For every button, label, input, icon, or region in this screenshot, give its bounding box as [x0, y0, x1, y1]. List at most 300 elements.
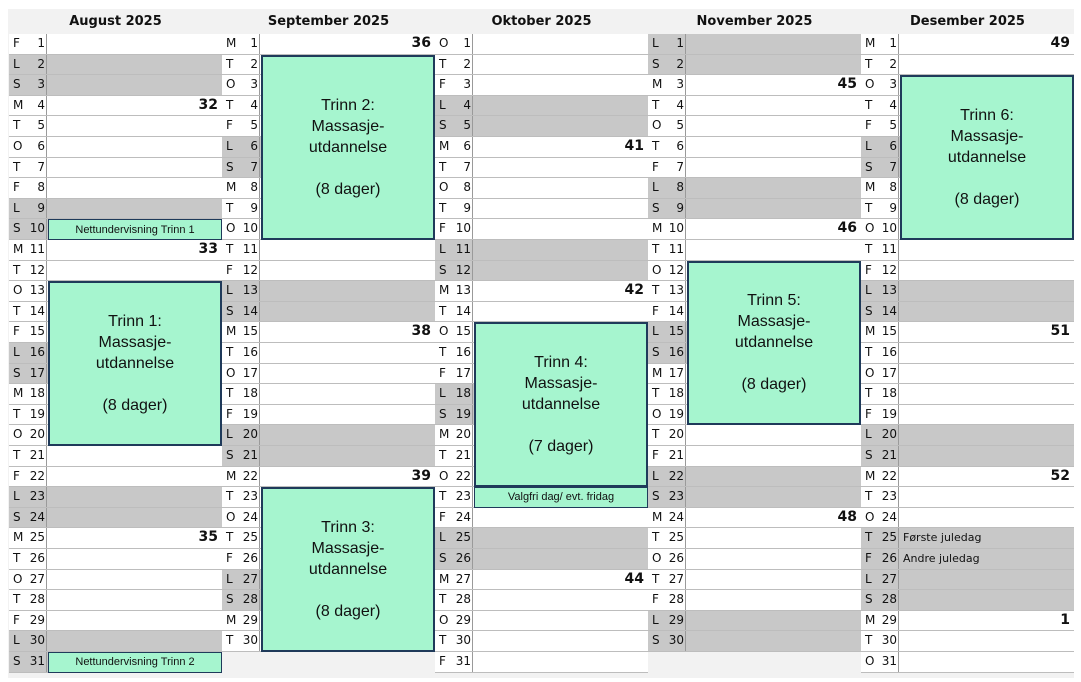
day-number: 15 — [881, 324, 897, 339]
day-number: 14 — [881, 303, 897, 318]
weekday-letter: T — [226, 530, 234, 545]
weekday-letter: M — [226, 180, 237, 195]
day-row[interactable] — [9, 631, 222, 652]
day-row[interactable] — [222, 281, 435, 302]
day-cell — [9, 302, 47, 322]
day-number: 29 — [881, 612, 897, 627]
day-cell — [9, 199, 47, 219]
trinn-6-block[interactable]: Trinn 6: Massasje- utdannelse (8 dager) — [900, 75, 1074, 240]
day-row[interactable] — [648, 137, 861, 158]
day-row[interactable] — [9, 261, 222, 282]
day-row[interactable] — [648, 631, 861, 652]
day-number: 10 — [455, 221, 471, 236]
day-cell — [222, 281, 260, 301]
day-row[interactable] — [435, 137, 648, 158]
day-row[interactable] — [861, 528, 1074, 549]
day-cell — [222, 178, 260, 198]
day-number: 19 — [668, 406, 684, 421]
weekday-letter: M — [652, 221, 663, 236]
weekday-letter: S — [226, 592, 234, 607]
weekday-letter: M — [226, 612, 237, 627]
day-cell — [648, 570, 686, 590]
day-cell — [861, 219, 899, 239]
day-row[interactable] — [861, 34, 1074, 55]
weekday-letter: T — [13, 551, 21, 565]
day-row[interactable] — [222, 322, 435, 343]
day-cell — [861, 322, 899, 342]
day-row[interactable] — [648, 467, 861, 488]
valgfri-dag[interactable]: Valgfri dag/ evt. fridag — [474, 487, 648, 508]
day-row[interactable] — [861, 549, 1074, 570]
day-row[interactable] — [9, 240, 222, 261]
day-row[interactable] — [222, 467, 435, 488]
day-cell — [222, 590, 260, 610]
day-number: 29 — [668, 612, 684, 627]
day-cell — [9, 158, 47, 178]
weekday-letter: T — [13, 592, 21, 607]
weekday-letter: M — [865, 36, 876, 50]
day-number: 6 — [37, 139, 45, 153]
day-cell — [222, 75, 260, 95]
day-row[interactable] — [861, 467, 1074, 488]
weekday-letter: T — [439, 56, 447, 71]
day-row[interactable] — [648, 158, 861, 179]
day-row[interactable] — [9, 570, 222, 591]
day-row[interactable] — [9, 199, 222, 220]
weekday-letter: F — [439, 509, 446, 524]
weekday-letter: M — [865, 612, 876, 627]
day-number: 28 — [242, 592, 258, 607]
day-number: 1 — [463, 36, 471, 50]
trinn-3-block[interactable]: Trinn 3: Massasje- utdannelse (8 dager) — [261, 487, 435, 652]
day-number: 4 — [250, 97, 258, 112]
weekday-letter: F — [13, 612, 20, 627]
day-number: 13 — [455, 283, 471, 298]
day-row[interactable] — [222, 425, 435, 446]
day-cell — [648, 487, 686, 507]
day-row[interactable] — [9, 34, 222, 55]
weekday-letter: L — [13, 345, 20, 359]
week-number: 46 — [837, 220, 857, 237]
day-row[interactable] — [435, 590, 648, 611]
day-cell — [9, 384, 47, 404]
day-row[interactable] — [648, 240, 861, 261]
day-number: 23 — [455, 489, 471, 504]
weekday-letter: S — [13, 77, 21, 92]
day-row[interactable] — [9, 508, 222, 529]
day-number: 13 — [881, 283, 897, 298]
day-number: 2 — [250, 56, 258, 71]
day-cell — [9, 549, 47, 569]
weekday-letter: O — [652, 262, 662, 277]
day-row[interactable] — [435, 281, 648, 302]
week-number: 49 — [1050, 35, 1070, 51]
day-number: 13 — [29, 283, 45, 298]
day-number: 16 — [29, 345, 45, 359]
weekday-letter: O — [865, 221, 875, 236]
weekday-letter: T — [226, 200, 234, 215]
weekday-letter: M — [865, 324, 876, 339]
weekday-letter: S — [13, 221, 21, 236]
day-row[interactable] — [861, 343, 1074, 364]
day-row[interactable] — [435, 55, 648, 76]
weekday-letter: T — [439, 200, 447, 215]
day-row[interactable] — [222, 302, 435, 323]
day-cell — [435, 528, 473, 548]
day-row[interactable] — [648, 96, 861, 117]
day-row[interactable] — [222, 34, 435, 55]
weekday-letter: T — [652, 427, 660, 442]
week-number: 32 — [198, 96, 218, 113]
day-row[interactable] — [435, 528, 648, 549]
day-row[interactable] — [861, 55, 1074, 76]
day-cell — [648, 549, 686, 569]
day-row[interactable] — [648, 116, 861, 137]
day-row[interactable] — [861, 384, 1074, 405]
day-cell — [9, 405, 47, 425]
day-cell — [861, 240, 899, 260]
day-row[interactable] — [9, 55, 222, 76]
trinn-4-block[interactable]: Trinn 4: Massasje- utdannelse (7 dager) — [474, 322, 648, 487]
weekday-letter: T — [13, 159, 21, 174]
day-row[interactable] — [9, 611, 222, 632]
weekday-letter: M — [439, 283, 450, 298]
weekday-letter: T — [226, 97, 234, 112]
day-number: 2 — [463, 56, 471, 71]
day-number: 12 — [455, 262, 471, 277]
day-cell — [222, 34, 260, 54]
day-cell — [9, 322, 47, 342]
day-row[interactable] — [435, 219, 648, 240]
day-row[interactable] — [648, 55, 861, 76]
weekday-letter: M — [652, 365, 663, 380]
weekday-letter: M — [13, 97, 24, 112]
day-row[interactable] — [435, 631, 648, 652]
weekday-letter: F — [439, 365, 446, 380]
day-row[interactable] — [648, 199, 861, 220]
day-row[interactable] — [861, 364, 1074, 385]
day-number: 9 — [37, 200, 45, 215]
day-row[interactable] — [435, 116, 648, 137]
day-number: 21 — [881, 448, 897, 462]
weekday-letter: O — [13, 427, 23, 442]
day-number: 27 — [668, 571, 684, 586]
day-row[interactable] — [435, 34, 648, 55]
day-row[interactable] — [648, 549, 861, 570]
day-number: 3 — [463, 77, 471, 92]
day-cell — [648, 281, 686, 301]
day-cell — [648, 446, 686, 466]
weekday-letter: O — [226, 77, 236, 92]
day-row[interactable] — [9, 446, 222, 467]
weekday-letter: M — [865, 468, 876, 483]
day-number: 7 — [889, 159, 897, 174]
weekday-letter: O — [652, 551, 662, 565]
day-cell — [222, 384, 260, 404]
day-row[interactable] — [861, 240, 1074, 261]
weekday-letter: F — [13, 36, 20, 50]
weekday-letter: L — [865, 139, 872, 153]
day-number: 6 — [676, 139, 684, 153]
day-cell — [435, 96, 473, 116]
day-row[interactable] — [861, 261, 1074, 282]
day-number: 2 — [889, 56, 897, 71]
weekday-letter: F — [439, 654, 446, 668]
day-number: 28 — [455, 592, 471, 607]
weekday-letter: F — [865, 406, 872, 421]
day-row[interactable] — [435, 302, 648, 323]
day-cell — [648, 508, 686, 528]
day-cell — [435, 549, 473, 569]
week-number: 33 — [198, 241, 218, 257]
day-cell — [435, 34, 473, 54]
day-cell — [861, 96, 899, 116]
day-number: 12 — [668, 262, 684, 277]
day-row[interactable] — [9, 75, 222, 96]
day-number: 30 — [242, 633, 258, 648]
trinn-1-block[interactable]: Trinn 1: Massasje- utdannelse (8 dager) — [48, 281, 222, 446]
weekday-letter: S — [226, 159, 234, 174]
weekday-letter: S — [652, 633, 660, 648]
day-row[interactable] — [861, 487, 1074, 508]
day-cell — [222, 261, 260, 281]
day-number: 2 — [676, 56, 684, 71]
day-row[interactable] — [435, 508, 648, 529]
day-number: 30 — [455, 633, 471, 648]
day-row[interactable] — [648, 34, 861, 55]
day-number: 20 — [668, 427, 684, 442]
weekday-letter: T — [865, 386, 873, 401]
nettundervisning-trinn-2[interactable]: Nettundervisning Trinn 2 — [48, 652, 222, 673]
weekday-letter: L — [652, 324, 659, 339]
weekday-letter: S — [652, 200, 660, 215]
day-row[interactable] — [9, 116, 222, 137]
day-row[interactable] — [861, 611, 1074, 632]
day-row[interactable] — [222, 261, 435, 282]
weekday-letter: L — [652, 468, 659, 483]
day-cell — [648, 302, 686, 322]
day-cell — [222, 508, 260, 528]
day-cell — [435, 219, 473, 239]
weekday-letter: T — [226, 633, 234, 648]
weekday-letter: S — [226, 448, 234, 462]
weekday-letter: T — [865, 489, 873, 504]
day-row[interactable] — [435, 611, 648, 632]
day-number: 22 — [455, 468, 471, 483]
day-row[interactable] — [648, 590, 861, 611]
day-number: 18 — [29, 386, 45, 401]
day-number: 10 — [29, 221, 45, 236]
day-row[interactable] — [435, 652, 648, 673]
day-row[interactable] — [435, 240, 648, 261]
day-cell — [9, 364, 47, 384]
weekday-letter: T — [226, 242, 234, 256]
day-row[interactable] — [648, 508, 861, 529]
day-cell — [9, 631, 47, 651]
day-row[interactable] — [648, 487, 861, 508]
day-number: 16 — [455, 345, 471, 359]
day-row[interactable] — [435, 158, 648, 179]
day-row[interactable] — [861, 302, 1074, 323]
weekday-letter: L — [13, 489, 20, 504]
day-cell — [648, 405, 686, 425]
day-row[interactable] — [435, 549, 648, 570]
day-number: 16 — [242, 345, 258, 359]
weekday-letter: S — [13, 365, 21, 380]
day-number: 13 — [668, 283, 684, 298]
day-row[interactable] — [435, 96, 648, 117]
trinn-2-block[interactable]: Trinn 2: Massasje- utdannelse (8 dager) — [261, 55, 435, 240]
day-cell — [435, 55, 473, 75]
day-cell — [222, 528, 260, 548]
week-number: 41 — [624, 138, 644, 154]
weekday-letter: T — [439, 345, 447, 359]
day-number: 3 — [676, 77, 684, 92]
day-number: 1 — [889, 36, 897, 50]
day-cell — [648, 611, 686, 631]
day-cell — [435, 158, 473, 178]
nettundervisning-trinn-1[interactable]: Nettundervisning Trinn 1 — [48, 219, 222, 240]
week-number: 51 — [1050, 323, 1070, 340]
day-number: 1 — [676, 36, 684, 50]
weekday-letter: T — [226, 386, 234, 401]
day-row[interactable] — [861, 405, 1074, 426]
day-cell — [435, 137, 473, 157]
day-row[interactable] — [222, 405, 435, 426]
day-number: 7 — [463, 159, 471, 174]
weekday-letter: T — [13, 448, 21, 462]
day-row[interactable] — [9, 528, 222, 549]
weekday-letter: F — [226, 406, 233, 421]
day-row[interactable] — [222, 343, 435, 364]
day-row[interactable] — [861, 508, 1074, 529]
weekday-letter: O — [226, 365, 236, 380]
day-row[interactable] — [222, 364, 435, 385]
week-number: 48 — [837, 508, 857, 525]
day-row[interactable] — [648, 446, 861, 467]
weekday-letter: L — [652, 612, 659, 627]
day-row[interactable] — [648, 219, 861, 240]
day-cell — [435, 652, 473, 672]
weekday-letter: S — [439, 551, 447, 565]
day-cell — [9, 219, 47, 239]
day-cell — [648, 96, 686, 116]
weekday-letter: S — [652, 489, 660, 504]
day-cell — [648, 55, 686, 75]
day-row[interactable] — [435, 570, 648, 591]
week-number: 42 — [624, 282, 644, 299]
day-cell — [222, 611, 260, 631]
day-row[interactable] — [9, 487, 222, 508]
day-row[interactable] — [648, 75, 861, 96]
weekday-letter: T — [865, 242, 873, 256]
day-cell — [861, 75, 899, 95]
day-row[interactable] — [861, 281, 1074, 302]
day-cell — [435, 467, 473, 487]
day-row[interactable] — [648, 178, 861, 199]
day-row[interactable] — [861, 590, 1074, 611]
day-row[interactable] — [435, 178, 648, 199]
day-row[interactable] — [648, 528, 861, 549]
weekday-letter: T — [652, 242, 660, 256]
day-row[interactable] — [222, 240, 435, 261]
day-number: 25 — [455, 530, 471, 545]
day-row[interactable] — [435, 75, 648, 96]
day-cell — [648, 178, 686, 198]
weekday-letter: L — [13, 200, 20, 215]
day-number: 6 — [889, 139, 897, 153]
day-number: 31 — [455, 654, 471, 668]
day-row[interactable] — [861, 570, 1074, 591]
day-row[interactable] — [648, 570, 861, 591]
weekday-letter: O — [439, 612, 449, 627]
weekday-letter: M — [13, 242, 24, 256]
day-row[interactable] — [861, 425, 1074, 446]
day-row[interactable] — [648, 425, 861, 446]
day-row[interactable] — [9, 137, 222, 158]
day-number: 26 — [455, 551, 471, 565]
day-row[interactable] — [222, 384, 435, 405]
day-cell — [648, 631, 686, 651]
day-row[interactable] — [9, 467, 222, 488]
day-row[interactable] — [861, 322, 1074, 343]
weekday-letter: T — [226, 489, 234, 504]
weekday-letter: O — [13, 139, 23, 153]
day-cell — [9, 508, 47, 528]
day-row[interactable] — [648, 611, 861, 632]
day-cell — [435, 508, 473, 528]
day-cell — [222, 240, 260, 260]
day-cell — [222, 425, 260, 445]
day-number: 11 — [455, 242, 471, 256]
weekday-letter: O — [13, 283, 23, 298]
day-row[interactable] — [861, 446, 1074, 467]
day-number: 21 — [455, 448, 471, 462]
day-row[interactable] — [222, 446, 435, 467]
day-row[interactable] — [435, 199, 648, 220]
day-row[interactable] — [9, 178, 222, 199]
day-row[interactable] — [9, 96, 222, 117]
weekday-letter: M — [226, 36, 237, 50]
weekday-letter: S — [13, 509, 21, 524]
day-row[interactable] — [9, 590, 222, 611]
day-number: 21 — [242, 448, 258, 462]
weekday-letter: S — [439, 406, 447, 421]
day-number: 28 — [881, 592, 897, 607]
day-cell — [648, 322, 686, 342]
day-number: 1 — [37, 36, 45, 50]
day-row[interactable] — [435, 261, 648, 282]
day-row[interactable] — [9, 549, 222, 570]
day-cell — [9, 240, 47, 260]
day-row[interactable] — [861, 652, 1074, 673]
day-cell — [648, 261, 686, 281]
day-number: 25 — [668, 530, 684, 545]
weekday-letter: L — [226, 571, 233, 586]
day-row[interactable] — [9, 158, 222, 179]
day-number: 17 — [668, 365, 684, 380]
weekday-letter: O — [439, 36, 449, 50]
weekday-letter: O — [865, 509, 875, 524]
day-row[interactable] — [861, 631, 1074, 652]
holiday-label: Første juledag — [903, 531, 982, 545]
day-number: 3 — [250, 77, 258, 92]
weekday-letter: O — [865, 654, 875, 668]
trinn-5-block[interactable]: Trinn 5: Massasje- utdannelse (8 dager) — [687, 261, 861, 426]
weekday-letter: M — [439, 571, 450, 586]
day-cell — [222, 137, 260, 157]
day-cell — [861, 302, 899, 322]
